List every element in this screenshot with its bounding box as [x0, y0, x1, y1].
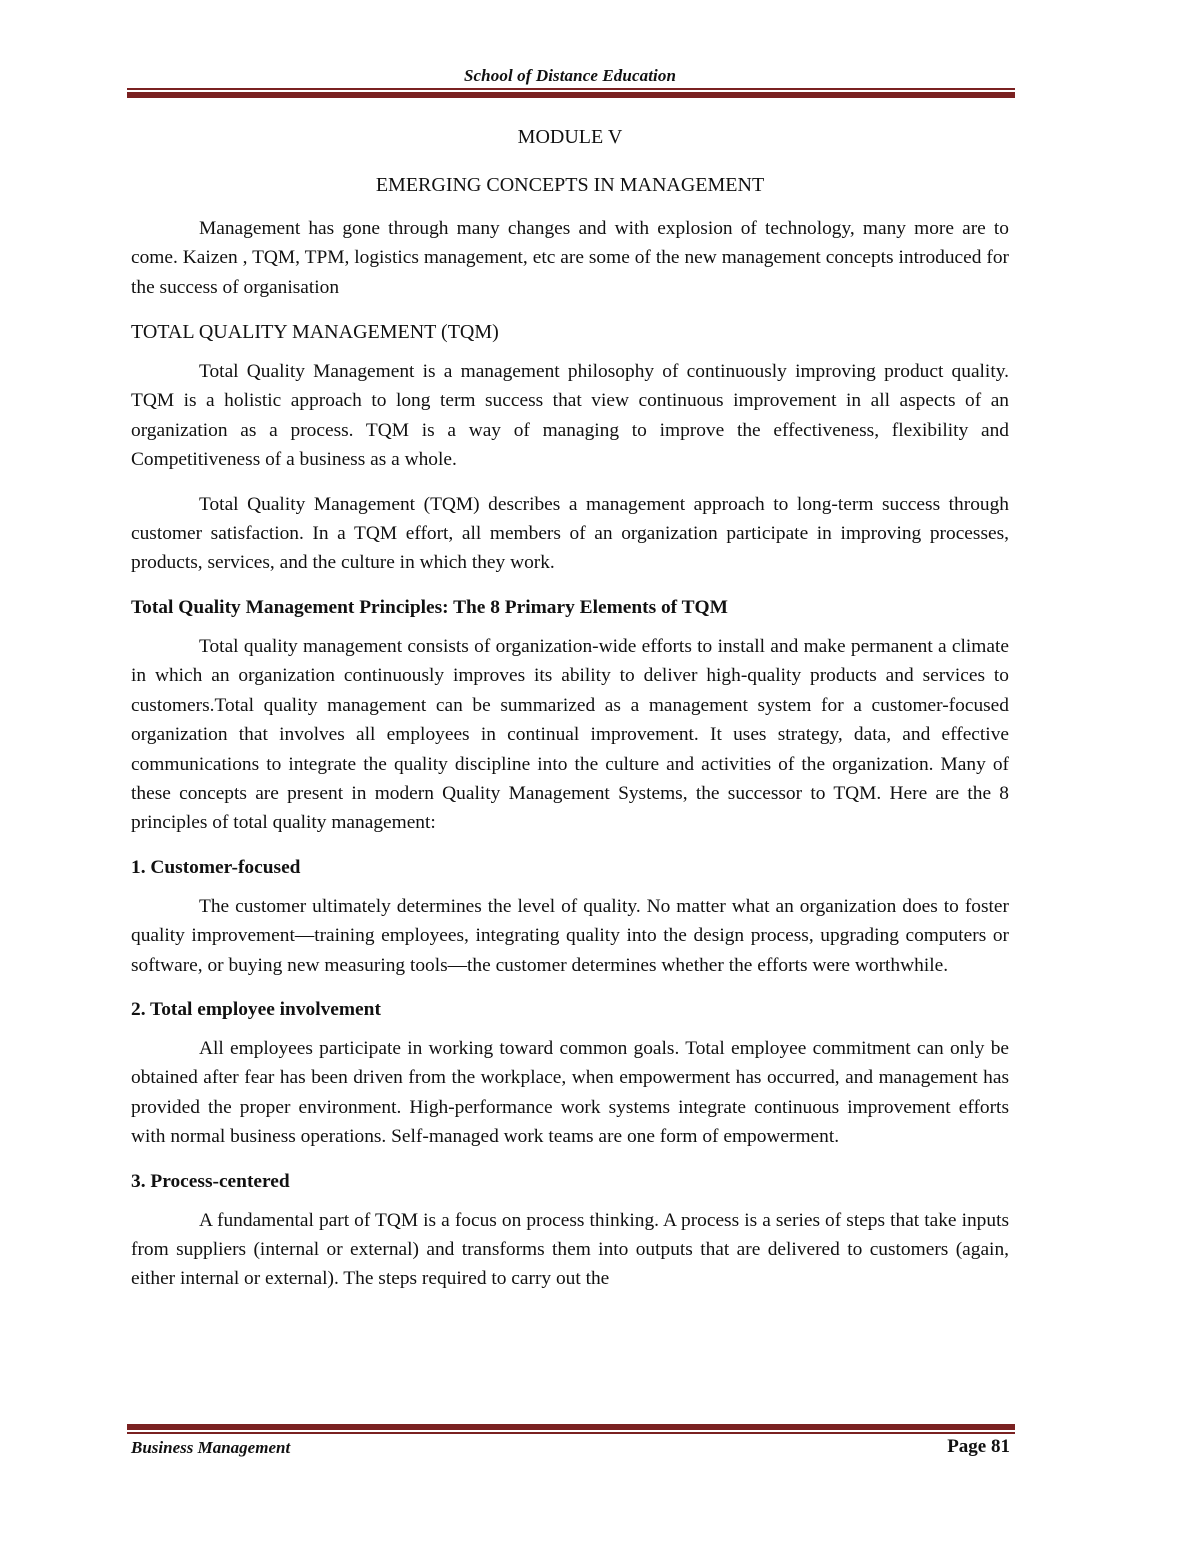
principles-heading: Total Quality Management Principles: The 8 Primary Elements of TQM: [131, 596, 728, 618]
page-header: School of Distance Education: [463, 66, 676, 85]
principle-2-text: All employees participate in working toward common goals. Total employee commitment can only be obtained after fear has been driven from the workplace, when empowerment has occurred, and management has provided the proper environment. High-performance work systems integrate continuous improvement efforts with normal business operations. Self-managed work teams are one form of empowerment.: [131, 1037, 1009, 1148]
footer-course: Business Management: [131, 1438, 291, 1457]
intro-paragraph: Management has gone through many changes and with explosion of technology, many more are to come. Kaizen , TQM, TPM, logistics management, etc are some of the new management concepts introduced for the success of organisation: [131, 217, 1009, 298]
principle-1-title: 1. Customer-focused: [131, 856, 301, 878]
principle-3-title: 3. Process-centered: [131, 1170, 290, 1192]
principles-intro: Total quality management consists of organization-wide efforts to install and make permanent a climate in which an organization continuously improves its ability to deliver high-quality products and services to customers.Total quality management can be summarized as a management system for a customer-focused organization that involves all employees in continual improvement. It uses strategy, data, and effective communications to integrate the quality discipline into the culture and activities of the organization. Many of these concepts are present in modern Quality Management Systems, the successor to TQM. Here are the 8 principles of total quality management:: [131, 635, 1009, 834]
footer-rule-thin: [127, 1432, 1015, 1434]
section-heading-tqm: TOTAL QUALITY MANAGEMENT (TQM): [131, 321, 499, 344]
principle-3-text: A fundamental part of TQM is a focus on process thinking. A process is a series of steps that take inputs from suppliers (internal or external) and transforms them into outputs that are delivered to customers (again, either internal or external). The steps required to carry out the: [131, 1209, 1009, 1290]
header-rule-thin: [127, 88, 1015, 90]
tqm-paragraph-1: Total Quality Management is a management philosophy of continuously improving product quality. TQM is a holistic approach to long term success that view continuous improvement in all aspects of an organization as a process. TQM is a way of managing to improve the effectiveness, flexibility and Competitiveness of a business as a whole.: [131, 361, 1009, 471]
header-rule-thick: [127, 92, 1015, 98]
principle-2-title: 2. Total employee involvement: [131, 998, 381, 1020]
principle-1-text: The customer ultimately determines the level of quality. No matter what an organization does to foster quality improvement—training employees, integrating quality into the design process, upgrading computers or software, or buying new measuring tools—the customer determines whether the efforts were worthwhile.: [131, 895, 1009, 976]
page-content: [131, 120, 1009, 1309]
page-number: Page 81: [947, 1436, 1010, 1457]
footer-rule-thick: [127, 1424, 1015, 1430]
tqm-paragraph-2: Total Quality Management (TQM) describes a management approach to long-term success through customer satisfaction. In a TQM effort, all members of an organization participate in improving processes, products, services, and the culture in which they work.: [131, 493, 1009, 574]
module-title: MODULE V: [517, 126, 623, 148]
chapter-title: EMERGING CONCEPTS IN MANAGEMENT: [375, 174, 765, 197]
